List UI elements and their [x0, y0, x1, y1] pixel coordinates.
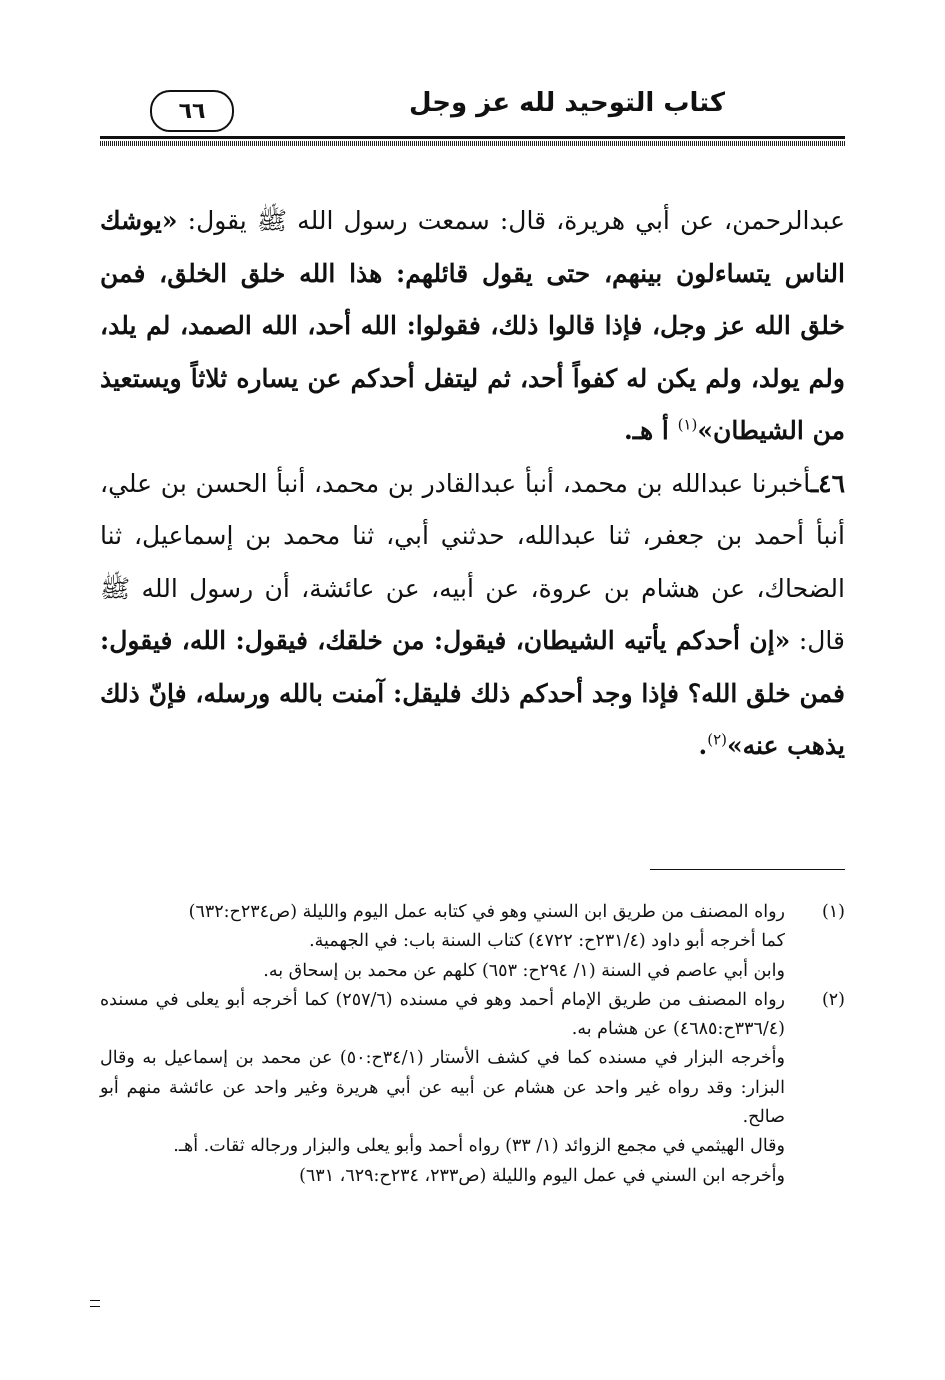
footnote-line: وأخرجه ابن السني في عمل اليوم والليلة (ص٢٣٣، ٢٣٤ح:٦٢٩، ٦٣١) [299, 1165, 785, 1186]
running-title: كتاب التوحيد لله عز وجل [409, 88, 725, 118]
footnote-2 [100, 986, 845, 1191]
footnote-line: وأخرجه البزار في مسنده كما في كشف الأستار (٣٤/١ح:٥٠) عن محمد بن إسماعيل به وقال البزار: وقد رواه غير واحد عن هشام عن أبيه عن أبي هريرة وغير واحد عن عائشة منهم أبو صالح. [100, 1048, 785, 1128]
paragraph-1-end: أ هـ. [623, 416, 678, 445]
footnote-line: رواه المصنف من طريق ابن السني وهو في كتابه عمل اليوم والليلة (ص٢٣٤ح:٦٣٢) [188, 902, 785, 922]
isnad-text: أخبرنا عبدالله بن محمد، أنبأ عبدالقادر بن محمد، أنبأ الحسن بن علي، أنبأ أحمد بن جعفر، ثنا عبدالله، حدثني أبي، ثنا محمد بن إسماعيل، ثنا الضحاك، عن هشام بن عروة، عن أبيه، عن عائشة، أن رسول الله ﷺ قال: [100, 468, 845, 655]
footnote-label: (٢) [821, 989, 845, 1010]
page-mark [90, 1300, 100, 1307]
hadith-item-46 [100, 458, 845, 773]
footnote-1 [100, 898, 845, 986]
header-hatch-rule [100, 141, 845, 146]
hadith-item-46-end: . [698, 731, 708, 760]
footnote-separator [650, 869, 845, 870]
paragraph-1-intro: عبدالرحمن، عن أبي هريرة، قال: سمعت رسول الله ﷺ يقول: [187, 206, 845, 235]
footnote-line: وابن أبي عاصم في السنة (١/ ٢٩٤ح: ٦٥٣) كلهم عن محمد بن إسحاق به. [263, 960, 785, 981]
footnotes [100, 898, 845, 1191]
page-header [100, 78, 845, 148]
paragraph-1 [100, 195, 845, 458]
hadith-text-1: «يوشك الناس يتساءلون بينهم، حتى يقول قائلهم: هذا الله خلق الخلق، فمن خلق الله عز وجل، فإذا قالوا ذلك، فقولوا: الله أحد، الله الصمد، لم يلد، ولم يولد، ولم يكن له كفواً أحد، ثم ليتفل أحدكم عن يساره ثلاثاً ويستعيذ من الشيطان» [100, 206, 845, 445]
footnote-line: وقال الهيثمي في مجمع الزوائد (١/ ٣٣) رواه أحمد وأبو يعلى والبزار ورجاله ثقات. أهـ. [173, 1136, 785, 1157]
footnote-ref-1: (١) [677, 415, 698, 434]
main-text [100, 195, 845, 773]
footnote-line: كما أخرجه أبو داود (٢٣١/٤ح: ٤٧٢٢) كتاب السنة باب: في الجهمية. [309, 931, 785, 952]
footnote-ref-2: (٢) [707, 730, 727, 749]
footnote-line: رواه المصنف من طريق الإمام أحمد وهو في مسنده (٢٥٧/٦) كما أخرجه أبو يعلى في مسنده (٣٣٦/٤ح:٤٦٨٥) عن هشام به. [100, 989, 785, 1040]
hadith-text-2: «إن أحدكم يأتيه الشيطان، فيقول: من خلقك، فيقول: الله، فيقول: فمن خلق الله؟ فإذا وجد أحدكم ذلك فليقل: آمنت بالله ورسله، فإنّ ذلك يذهب عنه» [100, 626, 845, 760]
footnote-label: (١) [821, 902, 845, 922]
header-rule [100, 136, 845, 139]
page-number: ٦٦ [150, 90, 234, 132]
item-number: ٤٦ـ [810, 468, 845, 498]
